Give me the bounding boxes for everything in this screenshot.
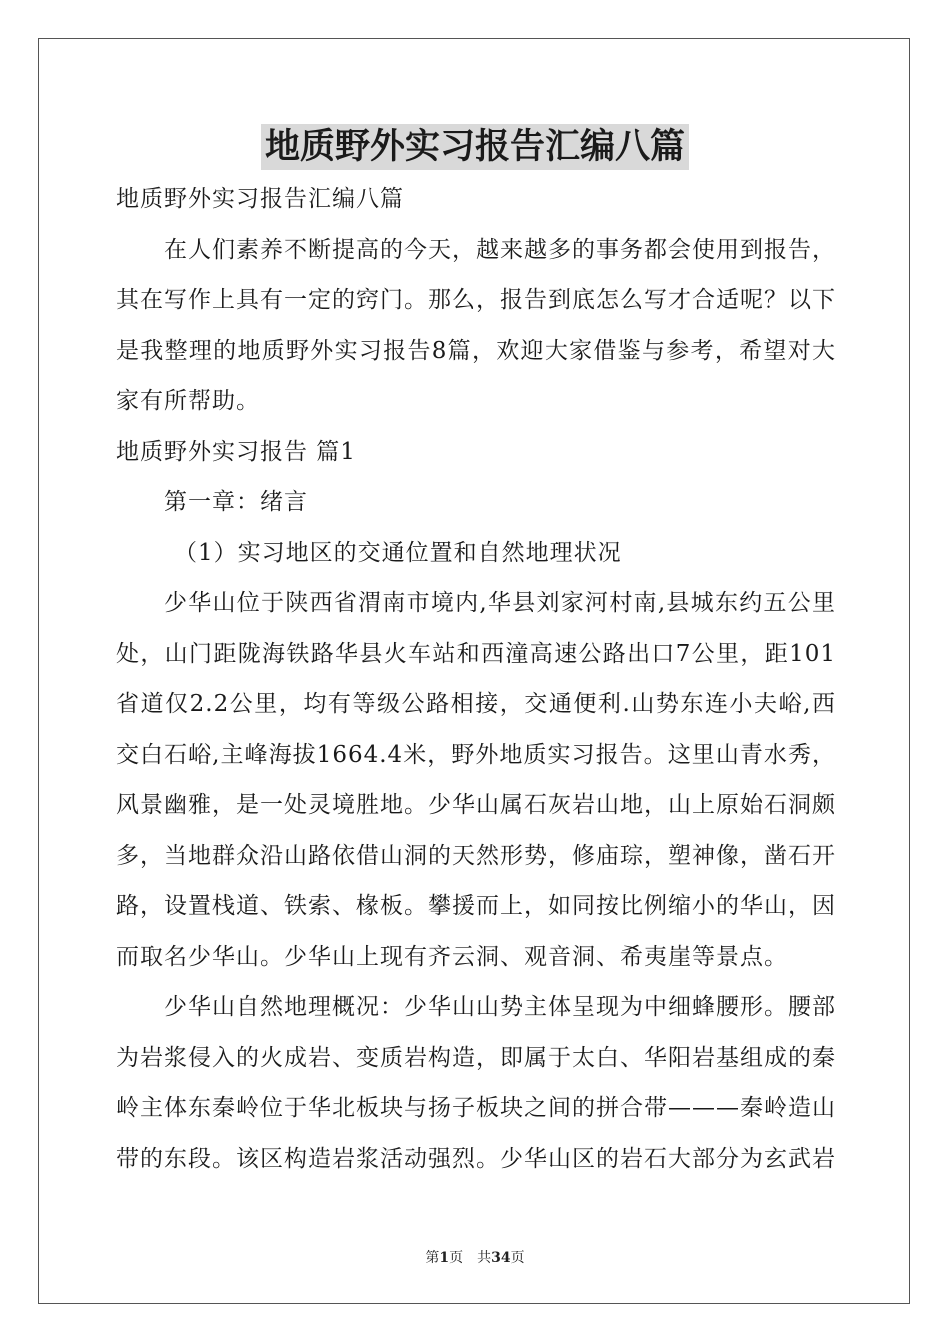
page-footer <box>0 1247 950 1267</box>
document-title <box>0 124 950 170</box>
body-paragraph: 少华山位于陕西省渭南市境内,华县刘家河村南,县城东约五公里处，山门距陇海铁路华县火车站和西潼高速公路出口7公里，距101省道仅2.2公里，均有等级公路相接，交通便利.山势东连小夫峪,西交白石峪,主峰海拔1664.4米，野外地质实习报告。这里山青水秀，风景幽雅，是一处灵境胜地。少华山属石灰岩山地，山上原始石洞颇多，当地群众沿山路依借山洞的天然形势，修庙琮，塑神像，凿石开路，设置栈道、铁索、椽板。攀援而上，如同按比例缩小的华山，因而取名少华山。少华山上现有齐云洞、观音洞、希夷崖等景点。 <box>116 590 836 970</box>
document-title-text: 地质野外实习报告汇编八篇 <box>261 124 689 170</box>
chapter-heading: 第一章：绪言 <box>164 489 308 515</box>
section-heading: 地质野外实习报告 篇1 <box>116 438 356 465</box>
footer-mid: 页 共 <box>449 1250 492 1266</box>
document-body <box>116 174 836 1184</box>
body-paragraph: 少华山自然地理概况：少华山山势主体呈现为中细蜂腰形。腰部为岩浆侵入的火成岩、变质岩构造，即属于太白、华阳岩基组成的秦岭主体东秦岭位于华北板块与扬子板块之间的拼合带———秦岭造山带的东段。该区构造岩浆活动强烈。少华山区的岩石大部分为玄武岩 <box>116 994 836 1172</box>
footer-page-total: 34 <box>491 1250 511 1266</box>
footer-suffix: 页 <box>510 1250 525 1266</box>
subsection-heading: （1）实习地区的交通位置和自然地理状况 <box>174 539 622 566</box>
intro-paragraph: 在人们素养不断提高的今天，越来越多的事务都会使用到报告，其在写作上具有一定的窍门。那么，报告到底怎么写才合适呢？以下是我整理的地质野外实习报告8篇，欢迎大家借鉴与参考，希望对大家有所帮助。 <box>116 236 836 414</box>
subtitle-paragraph: 地质野外实习报告汇编八篇 <box>116 186 404 212</box>
footer-prefix: 第 <box>425 1250 440 1266</box>
footer-page-number: 1 <box>439 1250 450 1266</box>
